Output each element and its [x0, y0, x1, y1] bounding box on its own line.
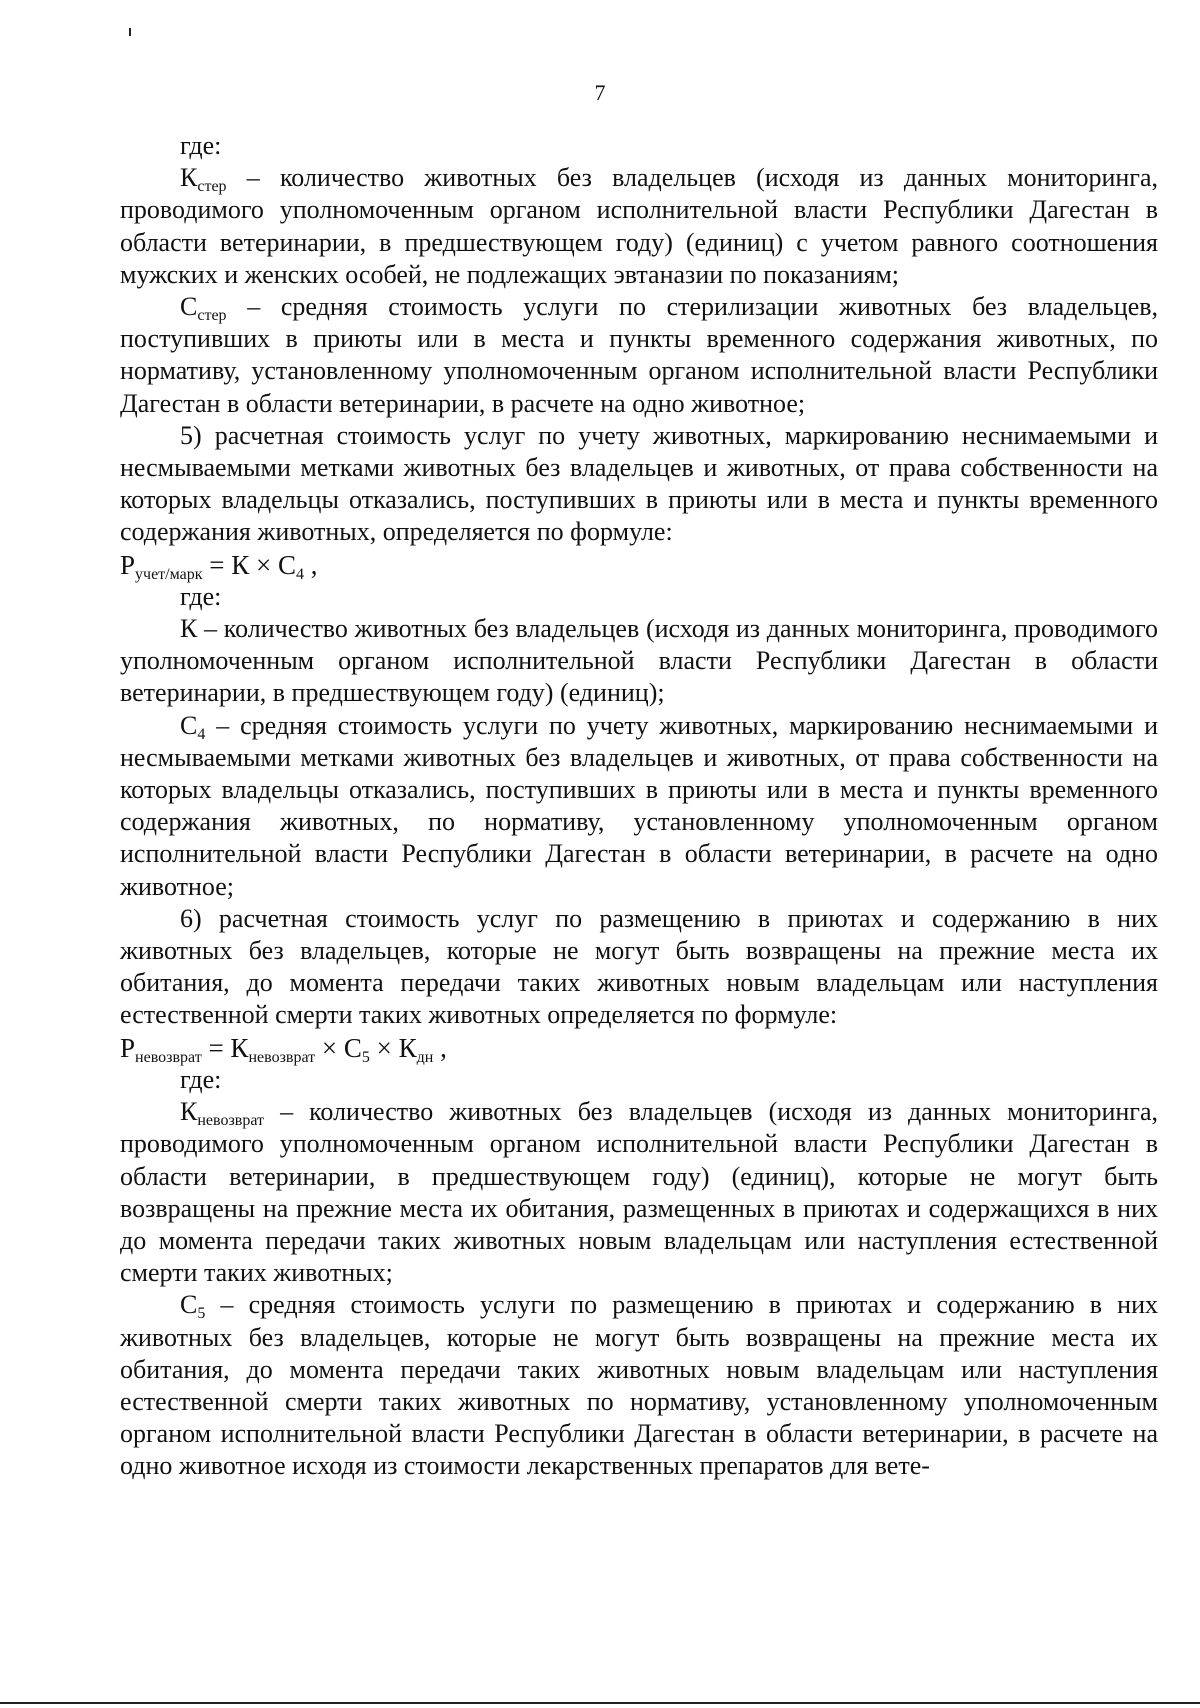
symbol: С [180, 1290, 198, 1320]
definition-c4 [120, 710, 1158, 903]
paragraph-item-5: 5) расчетная стоимость услуг по учету животных, маркированию неснимаемыми и несмываемыми метками животных без владельцев и животных, от права собственности на которых владельцы отказались, поступивших в приюты или в места и пункты временного содержания животных, определяется по формуле: [120, 420, 1158, 547]
paragraph-item-6: 6) расчетная стоимость услуг по размещению в приютах и содержанию в них животных без владельцев, которые не могут быть возвращены на прежние места их обитания, до момента передачи таких животных новым владельцам или наступления естественной смерти таких животных определяется по формуле: [120, 903, 1158, 1030]
definition-k-ster [120, 162, 1158, 291]
symbol-subscript: невозврат [197, 1112, 265, 1130]
definition-k: К – количество животных без владельцев (исходя из данных мониторинга, проводимого уполномоченным органом исполнительной власти Республики Дагестан в области ветеринарии, в предшествующем году) (единиц); [120, 614, 1158, 708]
symbol-subscript: стер [197, 178, 227, 196]
definition-c-ster [120, 291, 1158, 420]
symbol: С [180, 292, 198, 322]
where-label: где: [180, 1064, 222, 1094]
formula-nevozvrat: $Р_{невозврат} = К_{невозврат} \times С_5 \times К_{дн}$ , [120, 1032, 447, 1066]
symbol-subscript: 4 [197, 725, 206, 743]
where-label: где: [180, 581, 222, 611]
definition-text: – средняя стоимость услуги по размещению в приютах и содержанию в них животных без владельцев, которые не могут быть возвращены на прежние места их обитания, до момента передачи таких животных новым владельцам или наступления естественной смерти таких животных по нормативу, установленному уполномоченным органом исполнительной власти Республики Дагестан в области ветеринарии, в расчете на одно животное исходя из стоимости лекарственных препаратов для вете- [120, 1290, 1158, 1481]
symbol-subscript: стер [197, 307, 227, 325]
scan-mark [129, 28, 131, 36]
symbol: К [180, 163, 198, 193]
definition-k-nevozvrat [120, 1096, 1158, 1289]
symbol: С [180, 710, 198, 740]
scan-mark [0, 1702, 1200, 1704]
definition-text: – средняя стоимость услуги по стерилизации животных без владельцев, поступивших в приюты или в места и пункты временного содержания животных, по нормативу, установленному уполномоченным органом исполнительной власти Республики Дагестан в области ветеринарии, в расчете на одно животное; [120, 292, 1159, 418]
definition-c5 [120, 1289, 1158, 1482]
definition-text: – средняя стоимость услуги по учету животных, маркированию неснимаемыми и несмываемыми метками животных без владельцев и животных, от права собственности на которых владельцы отказались, поступивших в приюты или в места и пункты временного содержания животных, по нормативу, установленному уполномоченным органом исполнительной власти Республики Дагестан в области ветеринарии, в расчете на одно животное; [120, 710, 1158, 901]
document-body [120, 130, 1158, 1483]
symbol-subscript: 5 [197, 1305, 206, 1323]
formula-uchet-mark: $Р_{учет/марк} = К \times С_4$ , [120, 549, 318, 583]
definition-text: – количество животных без владельцев (исходя из данных мониторинга, проводимого уполномоченным органом исполнительной власти Республики Дагестан в области ветеринарии, в предшествующем году) (единиц), которые не могут быть возвращены на прежние места их обитания, размещенных в приютах и содержащихся в них до момента передачи таких животных новым владельцам или наступления естественной смерти таких животных; [120, 1097, 1158, 1288]
symbol: К [180, 1097, 198, 1127]
page-number: 7 [594, 80, 606, 105]
definition-text: – количество животных без владельцев (исходя из данных мониторинга, проводимого уполномоченным органом исполнительной власти Республики Дагестан в области ветеринарии, в предшествующем году) (единиц) с учетом равного соотношения мужских и женских особей, не подлежащих эвтаназии по показаниям; [120, 163, 1158, 289]
where-label: где: [180, 131, 222, 160]
